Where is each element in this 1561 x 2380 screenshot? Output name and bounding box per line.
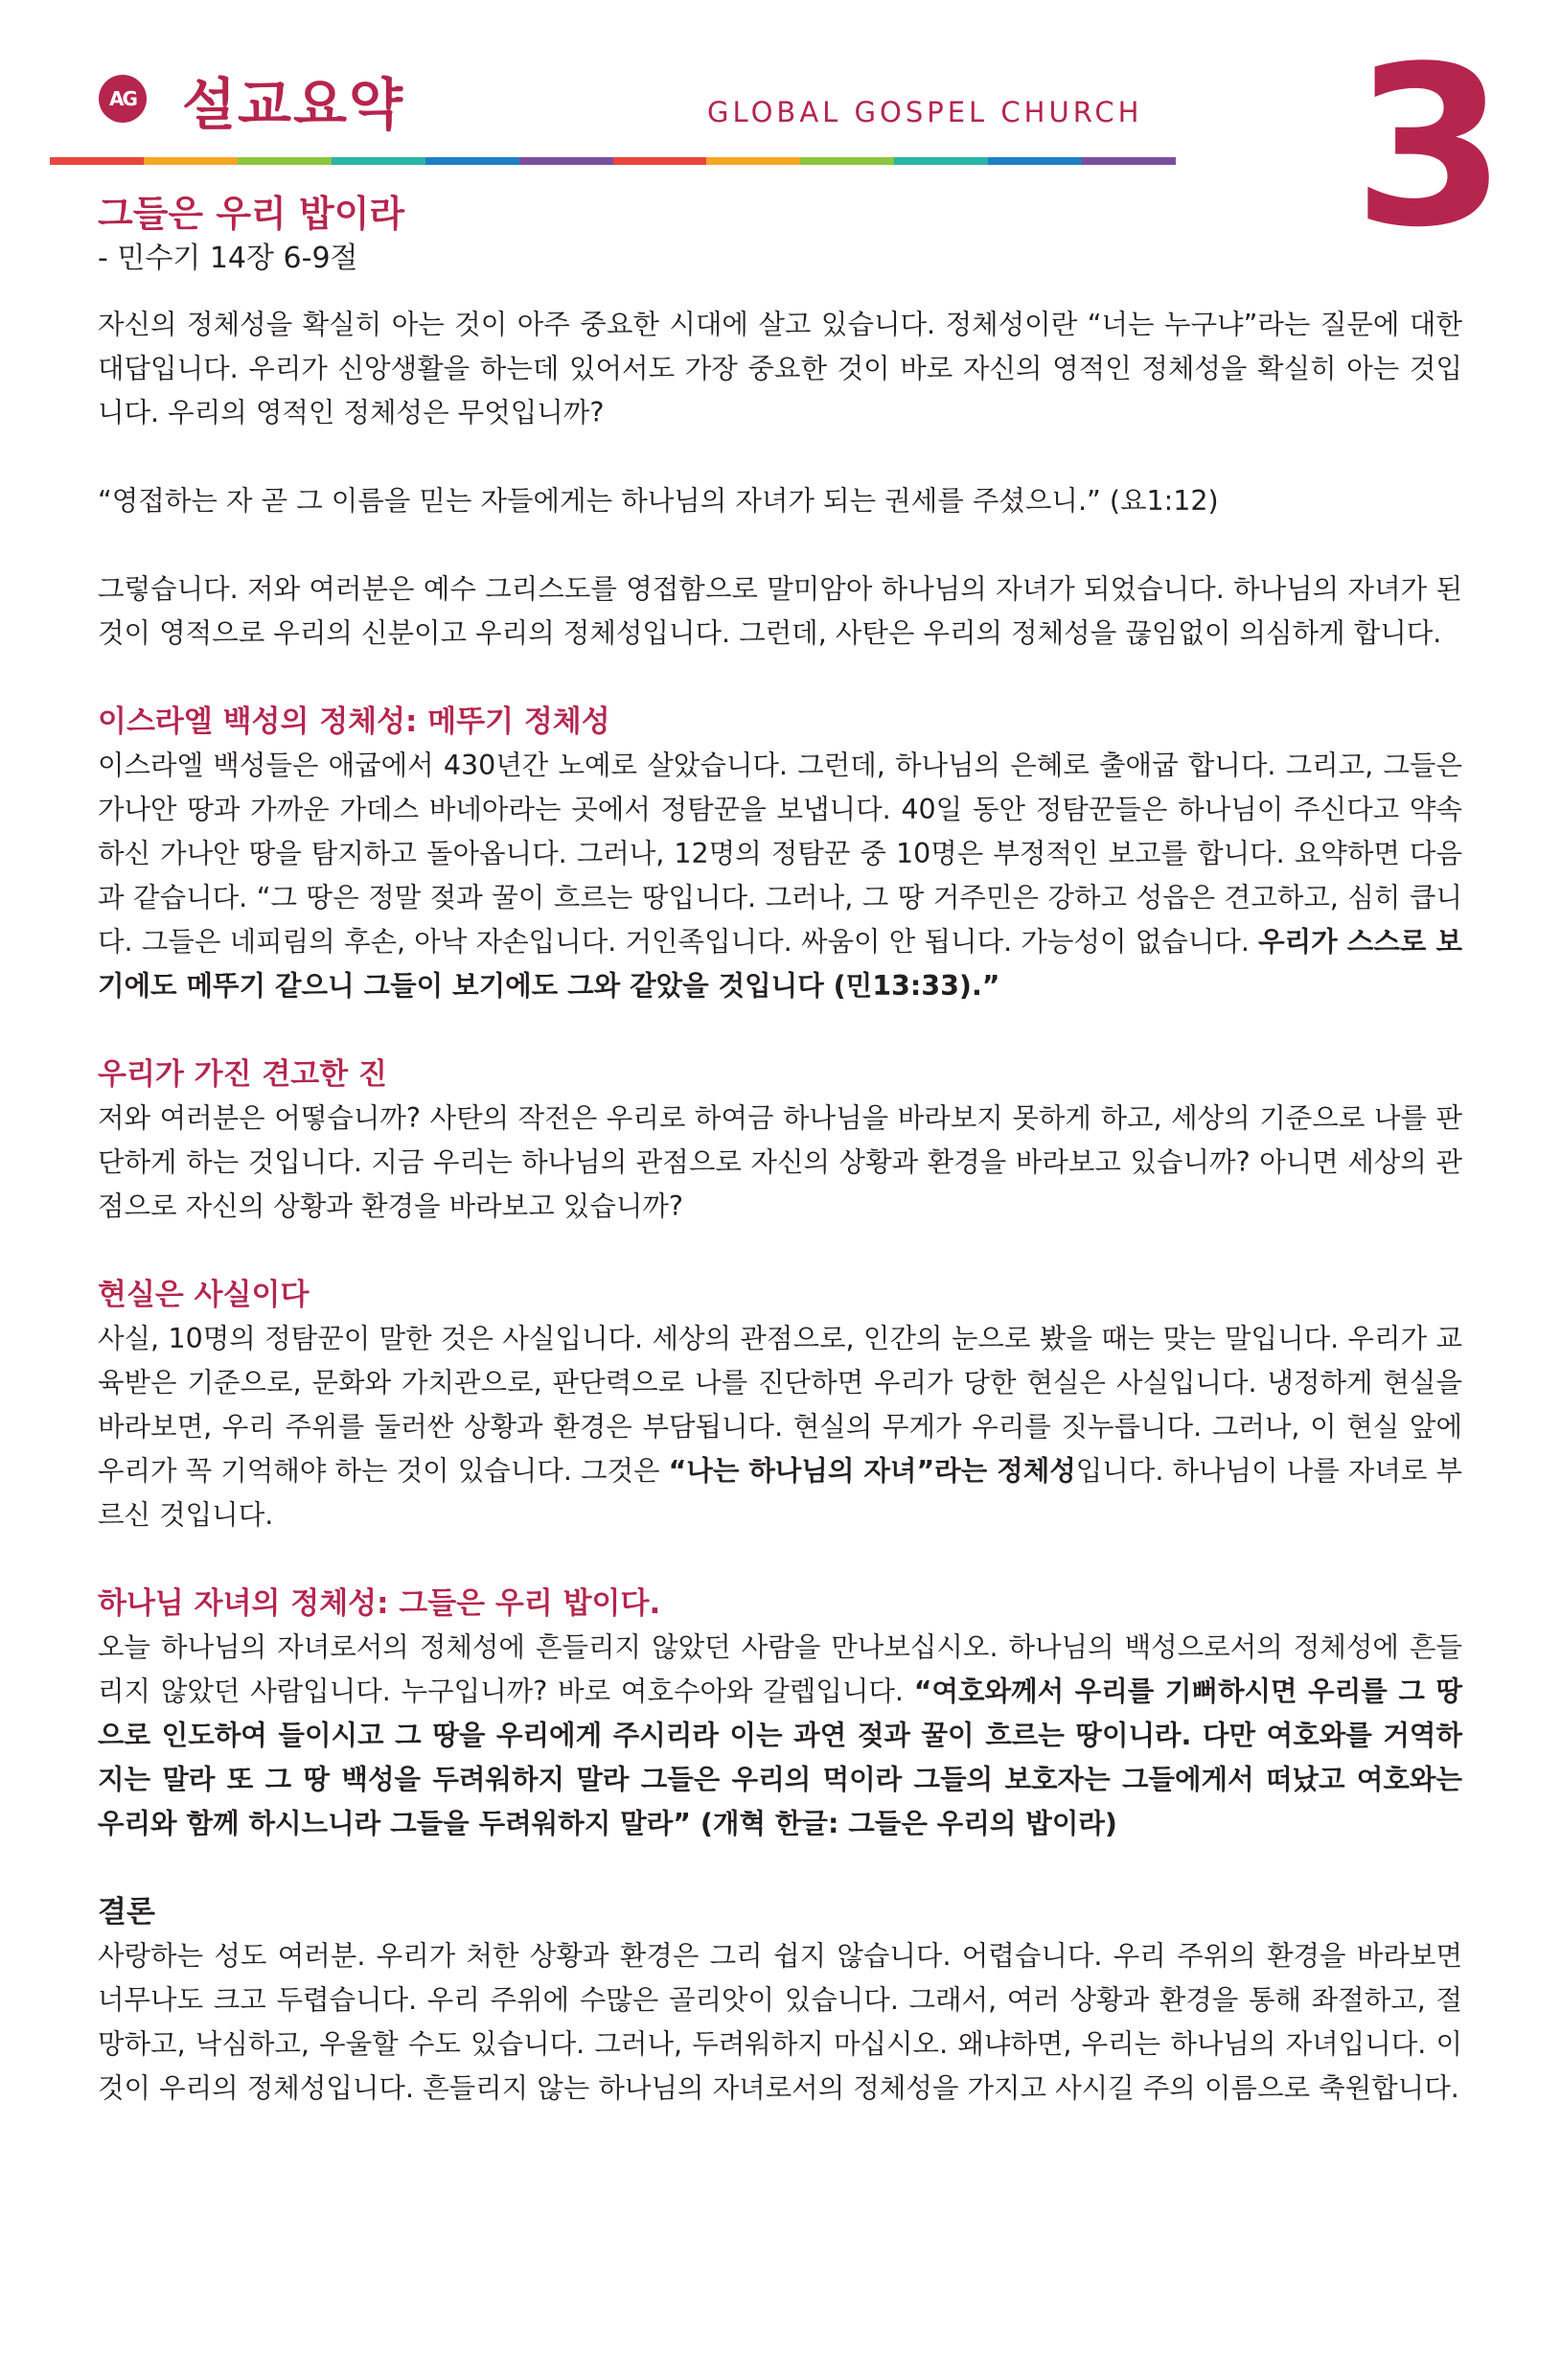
section-body-4	[98, 1626, 1462, 1846]
divider-segment	[988, 157, 1082, 165]
emphasis-text: 우리가 스스로 보기에도 메뚜기 같으니 그들이 보기에도 그와 같았을 것입니다 (민13:33).”	[98, 926, 1462, 1002]
scripture-quote: “영접하는 자 곧 그 이름을 믿는 자들에게는 하나님의 자녀가 되는 권세를 주셨으니.” (요1:12)	[98, 485, 1219, 517]
divider-segment	[425, 157, 519, 165]
section-text: 이스라엘 백성들은 애굽에서 430년간 노예로 살았습니다. 그런데, 하나님의 은혜로 출애굽 합니다. 그리고, 그들은 가나안 땅과 가까운 가데스 바네아라는 곳에서 정탐꾼을 보냅니다. 40일 동안 정탐꾼들은 하나님이 주신다고 약속하신 가나안 땅을 탐지하고 돌아옵니다. 그러나, 12명의 정탐꾼 중 10명은 부정적인 보고를 합니다. 요약하면 다음과 같습니다. “그 땅은 정말 젖과 꿀이 흐르는 땅입니다. 그러나, 그 땅 거주민은 강하고 성읍은 견고하고, 심히 큽니다. 그들은 네피림의 후손, 아낙 자손입니다. 거인족입니다. 싸움이 안 됩니다. 가능성이 없습니다.	[98, 750, 1462, 958]
divider-segment	[706, 157, 800, 165]
sermon-title: 그들은 우리 밥이라	[98, 193, 405, 235]
section-body-1	[98, 744, 1462, 1008]
section-heading-1: 이스라엘 백성의 정체성: 메뚜기 정체성	[98, 705, 610, 739]
emphasis-text: “나는 하나님의 자녀”라는 정체성	[668, 1455, 1076, 1487]
section-text: 사실, 10명의 정탐꾼이 말한 것은 사실입니다. 세상의 관점으로, 인간의 눈으로 봤을 때는 맞는 말입니다. 우리가 교육받은 기준으로, 문화와 가치관으로, 판단력으로 나를 진단하면 우리가 당한 현실은 사실입니다. 냉정하게 현실을 바라보면, 우리 주위를 둘러싼 상황과 환경은 부담됩니다. 현실의 무게가 우리를 짓누릅니다. 그러나, 이 현실 앞에 우리가 꼭 기억해야 하는 것이 있습니다. 그것은	[98, 1323, 1462, 1487]
page-number: 3	[1353, 20, 1507, 276]
section-body-3	[98, 1317, 1462, 1537]
divider-segment	[894, 157, 988, 165]
divider-segment	[613, 157, 707, 165]
logo-text: AG	[109, 87, 136, 110]
section-heading-3: 현실은 사실이다	[98, 1278, 310, 1312]
divider-segment	[144, 157, 238, 165]
conclusion-heading: 결론	[98, 1895, 155, 1929]
page-title: 설교요약	[182, 72, 405, 137]
divider-segment	[1082, 157, 1176, 165]
divider-segment	[332, 157, 425, 165]
conclusion-body: 사랑하는 성도 여러분. 우리가 처한 상황과 환경은 그리 쉽지 않습니다. 어렵습니다. 우리 주위의 환경을 바라보면 너무나도 크고 두렵습니다. 우리 주위에 수많은 골리앗이 있습니다. 그래서, 여러 상황과 환경을 통해 좌절하고, 절망하고, 낙심하고, 우울할 수도 있습니다. 그러나, 두려워하지 마십시오. 왜냐하면, 우리는 하나님의 자녀입니다. 이것이 우리의 정체성입니다. 흔들리지 않는 하나님의 자녀로서의 정체성을 가지고 사시길 주의 이름으로 축원합니다.	[98, 1940, 1462, 2104]
sermon-summary	[98, 190, 1462, 2111]
intro-paragraph: 자신의 정체성을 확실히 아는 것이 아주 중요한 시대에 살고 있습니다. 정체성이란 “너는 누구냐”라는 질문에 대한 대답입니다. 우리가 신앙생활을 하는데 있어서도 가장 중요한 것이 바로 자신의 영적인 정체성을 확실히 아는 것입니다. 우리의 영적인 정체성은 무엇입니까?	[98, 309, 1462, 428]
divider-segment	[800, 157, 894, 165]
intro-paragraph-2: 그렇습니다. 저와 여러분은 예수 그리스도를 영접함으로 말미암아 하나님의 자녀가 되었습니다. 하나님의 자녀가 된 것이 영적으로 우리의 신분이고 우리의 정체성입니다. 그런데, 사탄은 우리의 정체성을 끊임없이 의심하게 합니다.	[98, 573, 1462, 649]
scripture-reference: - 민수기 14장 6-9절	[98, 242, 358, 275]
section-text: 오늘 하나님의 자녀로서의 정체성에 흔들리지 않았던 사람을 만나보십시오. 하나님의 백성으로서의 정체성에 흔들리지 않았던 사람입니다. 누구입니까? 바로 여호수아와 갈렙입니다.	[98, 1631, 1462, 1707]
emphasis-text: “여호와께서 우리를 기뻐하시면 우리를 그 땅으로 인도하여 들이시고 그 땅을 우리에게 주시리라 이는 과연 젖과 꿀이 흐르는 땅이니라. 다만 여호와를 거역하지는 말라 또 그 땅 백성을 두려워하지 말라 그들은 우리의 먹이라 그들의 보호자는 그들에게서 떠났고 여호와는 우리와 함께 하시느니라 그들을 두려워하지 말라” (개혁 한글: 그들은 우리의 밥이라)	[98, 1675, 1463, 1839]
section-body-2: 저와 여러분은 어떻습니까? 사탄의 작전은 우리로 하여금 하나님을 바라보지 못하게 하고, 세상의 기준으로 나를 판단하게 하는 것입니다. 지금 우리는 하나님의 관점으로 자신의 상황과 환경을 바라보고 있습니까? 아니면 세상의 관점으로 자신의 상황과 환경을 바라보고 있습니까?	[98, 1102, 1462, 1222]
section-text-tail: 입니다. 하나님이 나를 자녀로 부르신 것입니다.	[98, 1455, 1462, 1531]
divider-segment	[519, 157, 613, 165]
divider-segment	[238, 157, 332, 165]
church-name: GLOBAL GOSPEL CHURCH	[707, 96, 1143, 128]
church-logo	[99, 75, 147, 123]
divider-segment	[50, 157, 144, 165]
section-heading-2: 우리가 가진 견고한 진	[98, 1057, 387, 1092]
section-heading-4: 하나님 자녀의 정체성: 그들은 우리 밥이다.	[98, 1586, 661, 1621]
rainbow-divider	[50, 157, 1176, 165]
